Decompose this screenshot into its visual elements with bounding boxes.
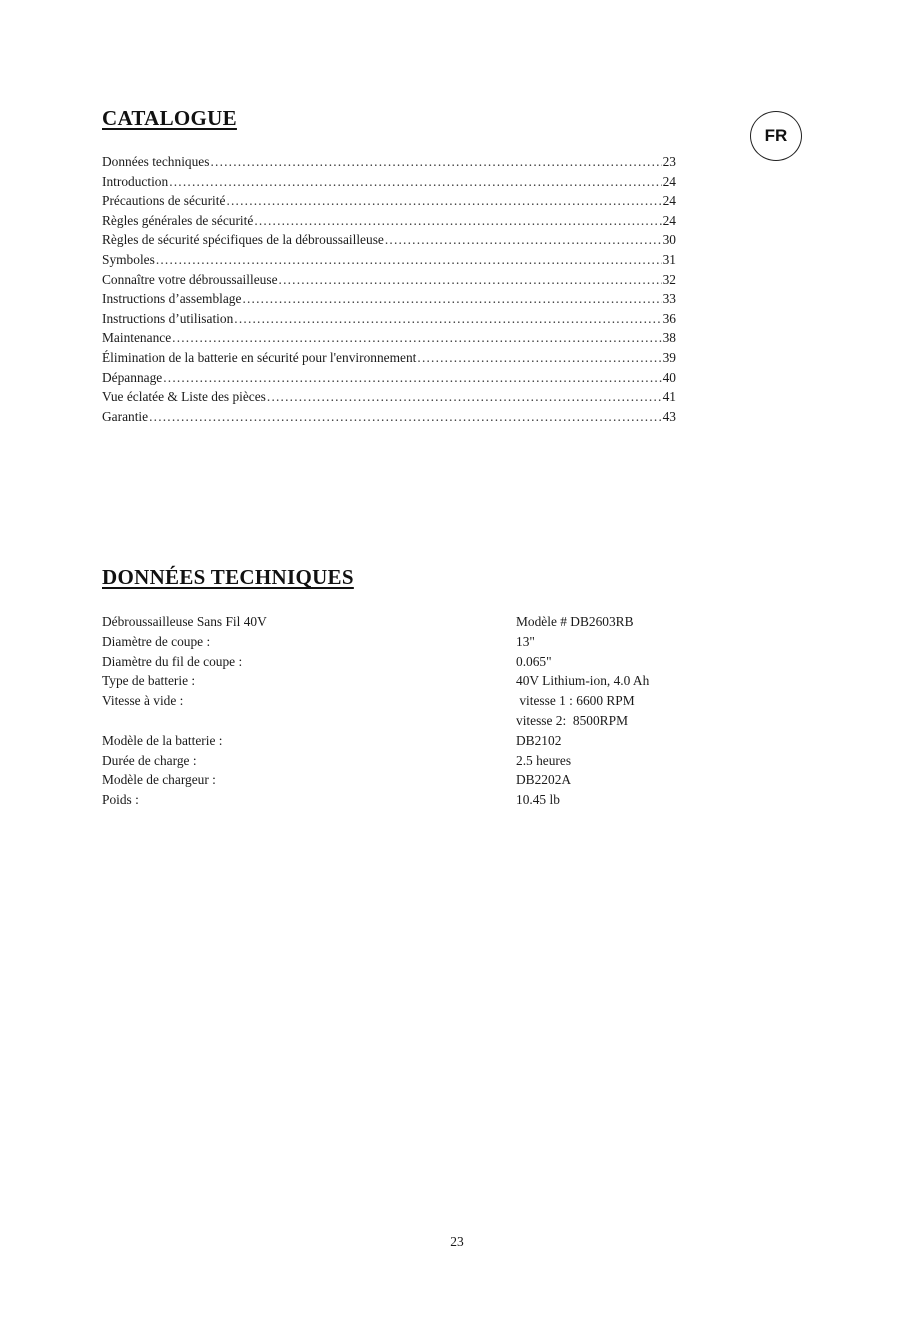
spec-label: Durée de charge : — [102, 752, 197, 768]
toc-entry-page: 24 — [662, 193, 676, 209]
dot-leader — [169, 172, 661, 192]
toc-entry-page: 32 — [662, 271, 676, 287]
toc-entry-page: 39 — [662, 349, 676, 365]
spec-value: vitesse 2: 8500RPM — [516, 712, 628, 728]
dot-leader — [385, 230, 662, 250]
spec-label: Diamètre du fil de coupe : — [102, 653, 243, 669]
toc-entry-page: 24 — [662, 212, 676, 228]
spec-value: 13" — [516, 633, 535, 649]
toc-entry-label: Élimination de la batterie en sécurité pour l'environnement — [102, 349, 417, 365]
spec-value: 2.5 heures — [516, 752, 572, 768]
toc-entry[interactable] — [102, 211, 676, 231]
spec-row — [102, 751, 702, 771]
table-of-contents — [102, 152, 676, 426]
toc-entry-label: Instructions d’assemblage — [102, 291, 242, 307]
spec-row — [102, 790, 702, 810]
toc-entry-page: 36 — [662, 310, 676, 326]
spec-row — [102, 652, 702, 672]
toc-entry-page: 30 — [662, 232, 676, 248]
spec-row — [102, 691, 702, 711]
toc-entry-page: 41 — [662, 389, 676, 405]
dot-leader — [210, 152, 661, 172]
toc-entry-page: 24 — [662, 173, 676, 189]
toc-entry-label: Introduction — [102, 173, 169, 189]
dot-leader — [234, 309, 661, 329]
spec-label: Modèle de chargeur : — [102, 772, 216, 788]
spec-label: Vitesse à vide : — [102, 693, 184, 709]
spec-value: 10.45 lb — [516, 792, 560, 808]
toc-entry[interactable] — [102, 289, 676, 309]
spec-label: Débroussailleuse Sans Fil 40V — [102, 614, 267, 629]
spec-row — [102, 632, 702, 652]
toc-entry[interactable] — [102, 368, 676, 388]
spec-label: Type de batterie : — [102, 673, 196, 689]
toc-entry-page: 33 — [662, 291, 676, 307]
toc-entry[interactable] — [102, 250, 676, 270]
spec-row — [102, 612, 702, 632]
language-badge: FR — [750, 111, 802, 161]
toc-entry[interactable] — [102, 172, 676, 192]
toc-entry-label: Symboles — [102, 251, 155, 267]
toc-entry-page: 40 — [662, 369, 676, 385]
dot-leader — [172, 328, 661, 348]
spec-label: Diamètre de coupe : — [102, 633, 211, 649]
toc-entry[interactable] — [102, 407, 676, 427]
dot-leader — [279, 270, 662, 290]
toc-entry[interactable] — [102, 270, 676, 290]
dot-leader — [242, 289, 661, 309]
spec-row — [102, 671, 702, 691]
spec-value: DB2202A — [516, 772, 572, 788]
toc-entry-label: Précautions de sécurité — [102, 193, 226, 209]
dot-leader — [254, 211, 661, 231]
dot-leader — [417, 348, 661, 368]
toc-entry-label: Dépannage — [102, 369, 163, 385]
toc-entry[interactable] — [102, 191, 676, 211]
spec-value: 40V Lithium-ion, 4.0 Ah — [516, 673, 650, 689]
technical-data-table — [102, 612, 702, 810]
toc-entry[interactable] — [102, 328, 676, 348]
dot-leader — [149, 407, 662, 427]
toc-entry-page: 23 — [662, 154, 676, 169]
page-number: 23 — [450, 1234, 464, 1249]
spec-row — [102, 770, 702, 790]
spec-row — [102, 731, 702, 751]
toc-entry[interactable] — [102, 348, 676, 368]
spec-value: 0.065" — [516, 653, 552, 669]
spec-value: vitesse 1 : 6600 RPM — [516, 693, 635, 709]
dot-leader — [267, 387, 662, 407]
technical-data-heading: DONNÉES TECHNIQUES — [102, 565, 354, 589]
toc-entry-label: Connaître votre débroussailleuse — [102, 271, 278, 287]
toc-entry-page: 38 — [662, 330, 676, 346]
spec-row — [102, 711, 702, 731]
dot-leader — [163, 368, 661, 388]
toc-entry-label: Données techniques — [102, 154, 210, 169]
toc-entry-page: 43 — [662, 408, 676, 424]
toc-entry[interactable] — [102, 387, 676, 407]
toc-entry[interactable] — [102, 152, 676, 172]
spec-label: Modèle de la batterie : — [102, 732, 223, 748]
spec-label: Poids : — [102, 792, 139, 808]
toc-entry-label: Règles générales de sécurité — [102, 212, 254, 228]
dot-leader — [156, 250, 662, 270]
spec-value: Modèle # DB2603RB — [516, 614, 634, 629]
toc-entry-label: Règles de sécurité spécifiques de la débroussailleuse — [102, 232, 384, 248]
toc-entry[interactable] — [102, 230, 676, 250]
catalogue-heading: CATALOGUE — [102, 106, 237, 130]
toc-entry-label: Maintenance — [102, 330, 172, 346]
toc-entry[interactable] — [102, 309, 676, 329]
toc-entry-label: Vue éclatée & Liste des pièces — [102, 389, 266, 405]
toc-entry-page: 31 — [662, 251, 676, 267]
toc-entry-label: Instructions d’utilisation — [102, 310, 234, 326]
dot-leader — [226, 191, 661, 211]
spec-value: DB2102 — [516, 732, 562, 748]
toc-entry-label: Garantie — [102, 408, 149, 424]
